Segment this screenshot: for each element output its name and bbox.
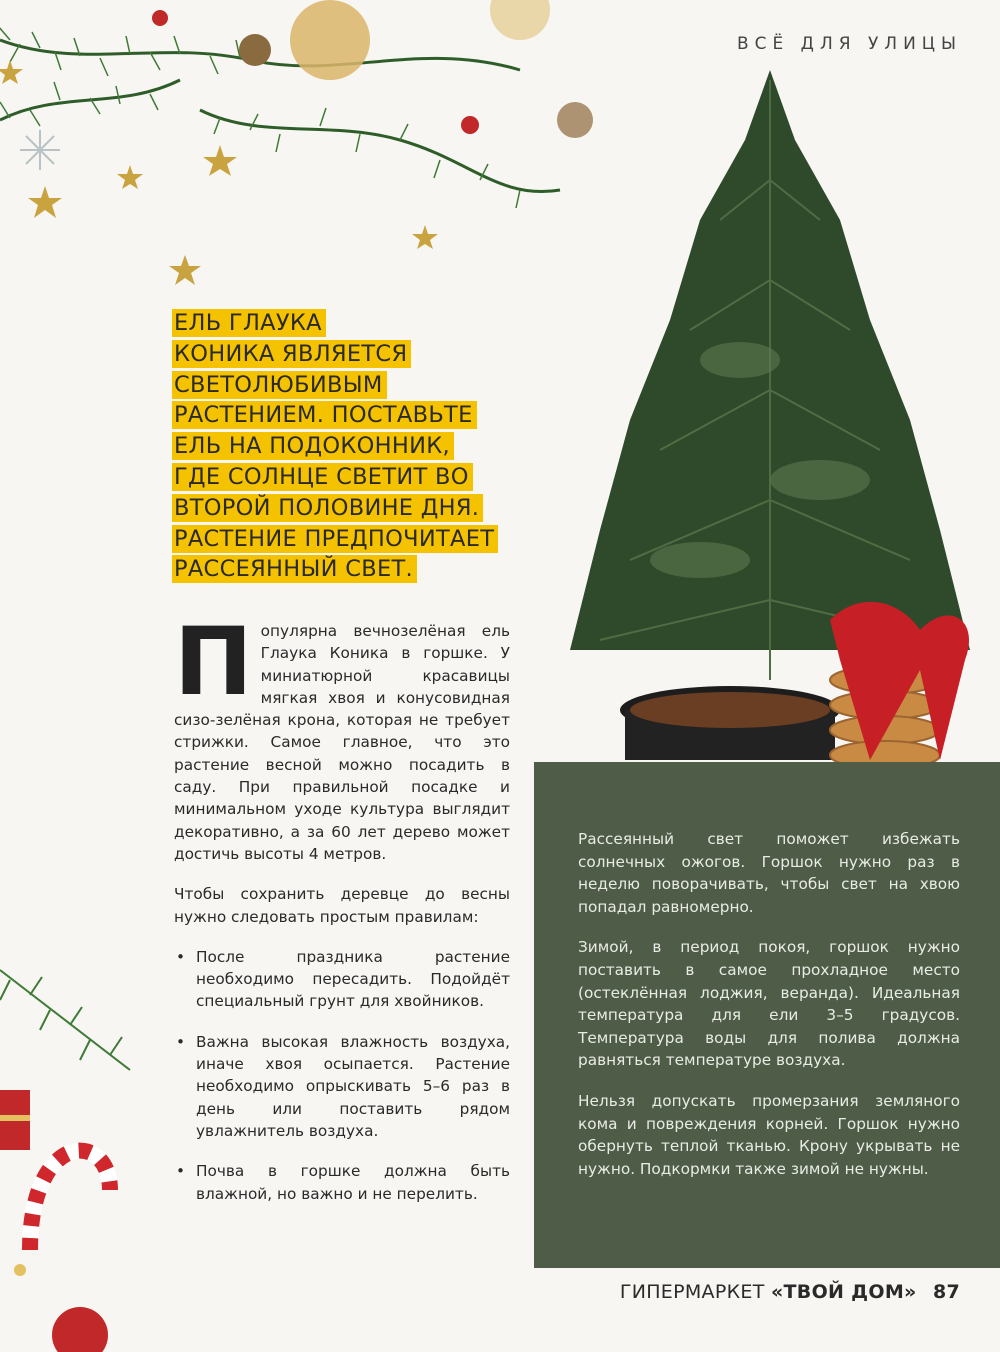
callout-line: РАССЕЯННЫЙ СВЕТ. <box>172 555 417 583</box>
tips-paragraph: Рассеянный свет поможет избежать солнечных ожогов. Горшок нужно раз в неделю поворачивать, чтобы свет на хвою попадал равномерно. <box>578 830 960 916</box>
footer-brand: «ТВОЙ ДОМ» <box>770 1281 917 1303</box>
highlight-callout <box>172 308 532 585</box>
tips-paragraph: Нельзя допускать промерзания земляного кома и повреждения корней. Горшок нужно обернуть теплой тканью. Крону укрывать не нужно. Подкормки также зимой не нужны. <box>578 1091 960 1178</box>
list-item: • Почва в горшке должна быть влажной, но важно и не перелить. <box>174 1160 510 1205</box>
callout-line: РАСТЕНИЕМ. ПОСТАВЬТЕ <box>172 401 477 429</box>
section-label: ВСЁ ДЛЯ УЛИЦЫ <box>736 34 962 54</box>
callout-line: ЕЛЬ НА ПОДОКОННИК, <box>172 432 454 460</box>
article-body <box>174 608 510 1223</box>
callout-line: РАСТЕНИЕ ПРЕДПОЧИТАЕТ <box>172 525 498 553</box>
callout-line: ЕЛЬ ГЛАУКА <box>172 309 326 337</box>
drop-cap: П <box>174 608 253 717</box>
callout-line: ВТОРОЙ ПОЛОВИНЕ ДНЯ. <box>172 494 483 522</box>
list-item: • После праздника растение необходимо пересадить. Подойдёт специальный грунт для хвойников. <box>174 946 510 1013</box>
tips-box <box>534 762 1000 1268</box>
page-number: 87 <box>932 1281 960 1303</box>
footer-prefix: ГИПЕРМАРКЕТ <box>619 1281 765 1303</box>
page-footer <box>620 1281 960 1303</box>
christmas-decor-illustration <box>0 950 160 1352</box>
rules-intro: Чтобы сохранить деревце до весны нужно следовать простым правилам: <box>174 885 510 926</box>
list-item: • Важна высокая влажность воздуха, иначе хвоя осыпается. Растение необходимо опрыскивать 5–6 раз в день или поставить рядом увлажнитель воздуха. <box>174 1031 510 1142</box>
rules-list <box>174 946 510 1205</box>
callout-line: ГДЕ СОЛНЦЕ СВЕТИТ ВО <box>172 463 473 491</box>
potted-spruce-photo <box>540 60 1000 770</box>
callout-line: СВЕТОЛЮБИВЫМ <box>172 371 387 399</box>
christmas-garland-illustration <box>0 0 620 300</box>
callout-line: КОНИКА ЯВЛЯЕТСЯ <box>172 340 411 368</box>
intro-paragraph <box>174 608 510 865</box>
tips-paragraph: Зимой, в период покоя, горшок нужно поставить в самое прохладное место (остеклённая лоджия, веранда). Идеальная температура для ели 3–5 градусов. Температура воды для полива должна равняться температуре воздуха. <box>578 938 960 1070</box>
intro-text: опулярна вечнозелёная ель Глаука Коника в горшке. У миниатюрной красавицы мягкая хвоя и конусовидная сизо-зелёная крона, которая не требует стрижки. Самое главное, что это растение весной можно посадить в саду. При правильной посадке и минимальном уходе культура выглядит декоративно, а за 60 лет дерево может достичь высоты 4 метров. <box>174 622 510 863</box>
